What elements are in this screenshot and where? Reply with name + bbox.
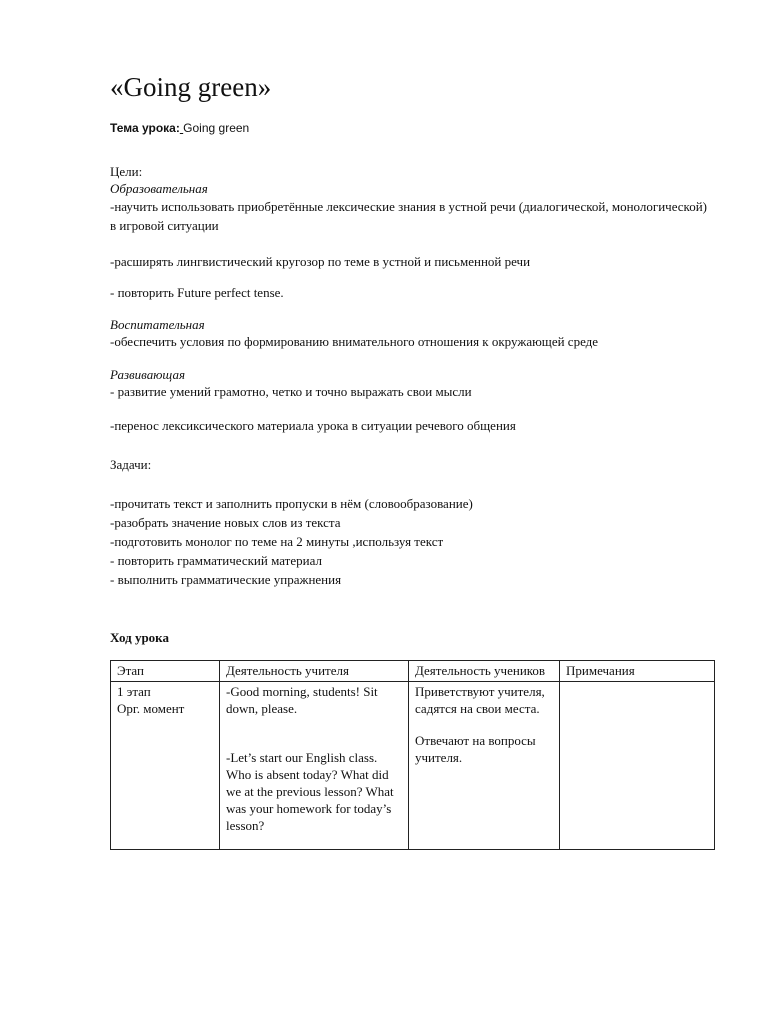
goal-educational-item: - повторить Future perfect tense.	[110, 285, 284, 300]
student-activity-cell	[409, 682, 560, 850]
goal-educational-label: Образовательная	[110, 181, 208, 196]
task-item: - выполнить грамматические упражнения	[110, 572, 342, 587]
stage-number: 1 этап	[117, 684, 151, 699]
goal-educational-item: -научить использовать приобретённые лексические знания в устной речи (диалогической, монологической) в игровой ситуации	[110, 199, 707, 233]
task-item: - повторить грамматический материал	[110, 553, 322, 568]
goal-developing-item: -перенос лексиксического материала урока в ситуации речевого общения	[110, 418, 516, 433]
column-header-students: Деятельность учеников	[409, 661, 560, 682]
lesson-flow-heading: Ход урока	[110, 630, 169, 645]
table-row	[111, 682, 715, 850]
lesson-plan-table	[110, 660, 715, 850]
topic-label: Тема урока:	[110, 121, 180, 135]
goals-heading: Цели:	[110, 164, 143, 179]
goal-upbringing-block	[110, 316, 708, 350]
goal-developing-item-2-block	[110, 417, 708, 434]
goal-developing-block	[110, 366, 708, 400]
goal-upbringing-label: Воспитательная	[110, 317, 205, 332]
table-header-row	[111, 661, 715, 682]
task-item: -подготовить монолог по теме на 2 минуты ,используя текст	[110, 534, 444, 549]
goal-educational-item: -расширять лингвистический кругозор по теме в устной и письменной речи	[110, 254, 531, 269]
column-header-stage: Этап	[111, 661, 220, 682]
tasks-list	[110, 494, 708, 589]
tasks-heading-block	[110, 456, 708, 473]
goal-developing-item: - развитие умений грамотно, четко и точно выражать свои мысли	[110, 384, 472, 399]
goal-upbringing-item: -обеспечить условия по формированию внимательного отношения к окружающей среде	[110, 334, 599, 349]
teacher-activity-text: -Let’s start our English class. Who is absent today? What did we at the previous lesson? What was your homework for today’s lesson?	[226, 750, 394, 833]
goal-educational-item-3-block	[110, 284, 708, 301]
goals-section	[110, 163, 708, 235]
student-activity-text: Приветствуют учителя, садятся на свои места.	[415, 684, 545, 716]
stage-name: Орг. момент	[117, 701, 185, 716]
column-header-teacher: Деятельность учителя	[220, 661, 409, 682]
notes-cell	[560, 682, 715, 850]
task-item: -разобрать значение новых слов из текста	[110, 515, 341, 530]
tasks-heading: Задачи:	[110, 457, 152, 472]
document-title: «Going green»	[110, 72, 272, 102]
teacher-activity-text: -Good morning, students! Sit down, please.	[226, 684, 378, 716]
topic-value: Going green	[183, 121, 250, 135]
task-item: -прочитать текст и заполнить пропуски в нём (словообразование)	[110, 496, 473, 511]
goal-developing-label: Развивающая	[110, 367, 186, 382]
stage-cell	[111, 682, 220, 850]
column-header-notes: Примечания	[560, 661, 715, 682]
goal-educational-item-2-block	[110, 253, 708, 270]
teacher-activity-cell	[220, 682, 409, 850]
student-activity-text: Отвечают на вопросы учителя.	[415, 733, 536, 765]
lesson-topic	[110, 120, 249, 136]
